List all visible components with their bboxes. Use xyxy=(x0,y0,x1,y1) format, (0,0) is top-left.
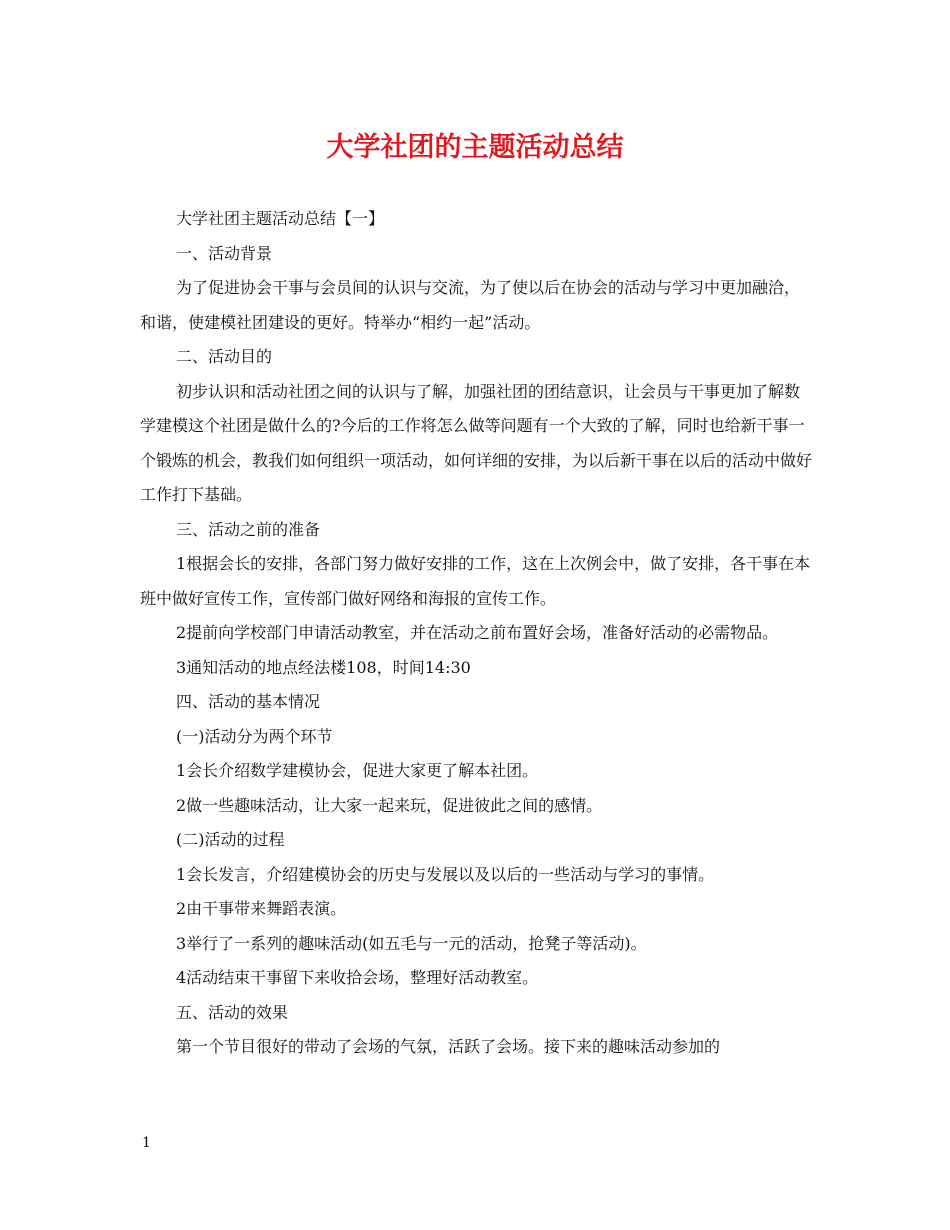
paragraph: 二、活动目的 xyxy=(176,347,273,366)
paragraph: 一、活动背景 xyxy=(176,243,273,263)
paragraph: 1根据会长的安排，各部门努力做好安排的工作，这在上次例会中，做了安排，各干事在本班中做好宣传工作，宣传部门做好网络和海报的宣传工作。 xyxy=(140,554,811,608)
paragraph: 2由干事带来舞蹈表演。 xyxy=(176,899,347,918)
paragraph: 2提前向学校部门申请活动教室，并在活动之前布置好会场，准备好活动的必需物品。 xyxy=(176,623,779,642)
paragraph: 四、活动的基本情况 xyxy=(176,692,321,711)
paragraph: 1会长介绍数学建模协会，促进大家更了解本社团。 xyxy=(176,761,539,780)
paragraph: 初步认识和活动社团之间的认识与了解，加强社团的团结意识，让会员与干事更加了解数学建模这个社团是做什么的?今后的工作将怎么做等问题有一个大致的了解，同时也给新干事一个锻炼的机会，教我们如何组织一项活动，如何详细的安排，为以后新干事在以后的活动中做好工作打下基础。 xyxy=(140,381,813,504)
page-number: 1 xyxy=(142,1135,151,1151)
paragraph: 三、活动之前的准备 xyxy=(176,519,321,539)
paragraph: 2做一些趣味活动，让大家一起来玩，促进彼此之间的感情。 xyxy=(176,795,603,815)
paragraph: 1会长发言，介绍建模协会的历史与发展以及以后的一些活动与学习的事情。 xyxy=(176,864,715,884)
paragraph: 3举行了一系列的趣味活动(如五毛与一元的活动，抢凳子等活动)。 xyxy=(176,933,647,953)
paragraph: 3通知活动的地点经法楼108，时间14:30 xyxy=(176,657,471,677)
paragraph: (一)活动分为两个环节 xyxy=(176,726,333,746)
paragraph: 第一个节目很好的带动了会场的气氛，活跃了会场。接下来的趣味活动参加的 xyxy=(176,1037,721,1056)
paragraph: 4活动结束干事留下来收拾会场，整理好活动教室。 xyxy=(176,968,539,987)
page-title: 大学社团的主题活动总结 xyxy=(326,132,624,163)
paragraph: 为了促进协会干事与会员间的认识与交流，为了使以后在协会的活动与学习中更加融洽，和谐，使建模社团建设的更好。特举办“相约一起”活动。 xyxy=(140,278,801,332)
document-body xyxy=(140,202,815,1065)
paragraph: 大学社团主题活动总结【一】 xyxy=(176,209,385,228)
paragraph: 五、活动的效果 xyxy=(176,1002,289,1022)
paragraph: (二)活动的过程 xyxy=(176,830,285,849)
